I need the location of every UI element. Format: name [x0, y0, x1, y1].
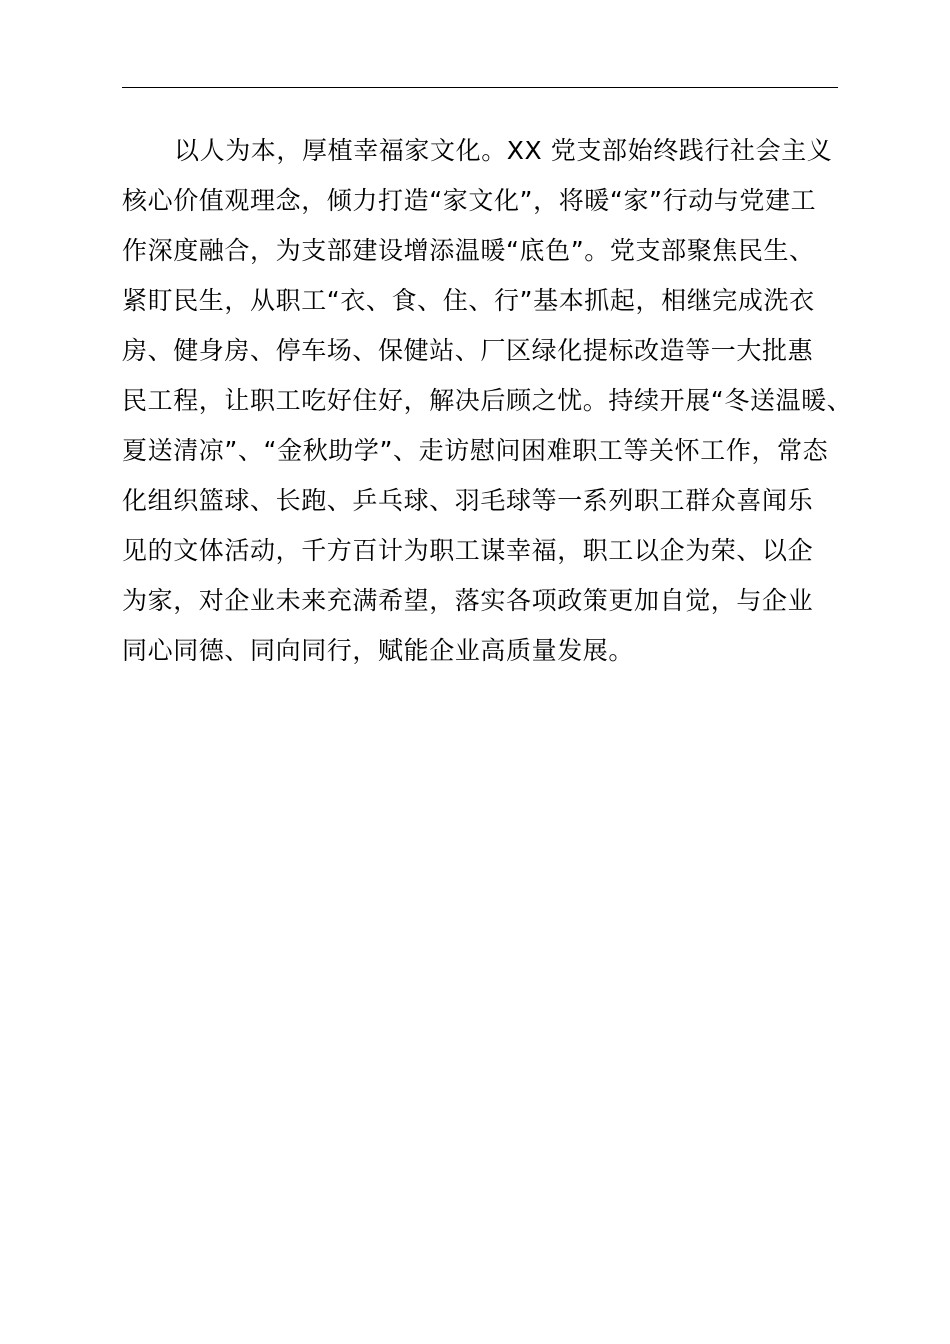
paragraph-line: 为家，对企业未来充满希望，落实各项政策更加自觉，与企业: [122, 586, 814, 615]
paragraph-line: 夏送清凉”、“金秋助学”、走访慰问困难职工等关怀工作，常态: [122, 436, 829, 465]
header-rule: [122, 87, 838, 88]
paragraph-line: 化组织篮球、长跑、乒乓球、羽毛球等一系列职工群众喜闻乐: [122, 486, 814, 515]
paragraph-line: 同心同德、同向同行，赋能企业高质量发展。: [122, 636, 635, 665]
paragraph-line: 作深度融合，为支部建设增添温暖“底色”。党支部聚焦民生、: [122, 236, 815, 265]
paragraph-line: 以人为本，厚植幸福家文化。XX 党支部始终践行社会主义: [174, 136, 833, 165]
paragraph-line: 房、健身房、停车场、保健站、厂区绿化提标改造等一大批惠: [122, 336, 814, 365]
paragraph-line: 紧盯民生，从职工“衣、食、住、行”基本抓起，相继完成洗衣: [122, 286, 815, 315]
paragraph-line: 民工程，让职工吃好住好，解决后顾之忧。持续开展“冬送温暖、: [122, 386, 853, 415]
paragraph-line: 核心价值观理念，倾力打造“家文化”，将暖“家”行动与党建工: [122, 186, 817, 215]
paragraph-line: 见的文体活动，千方百计为职工谋幸福，职工以企为荣、以企: [122, 536, 814, 565]
body-paragraph: [122, 126, 862, 676]
